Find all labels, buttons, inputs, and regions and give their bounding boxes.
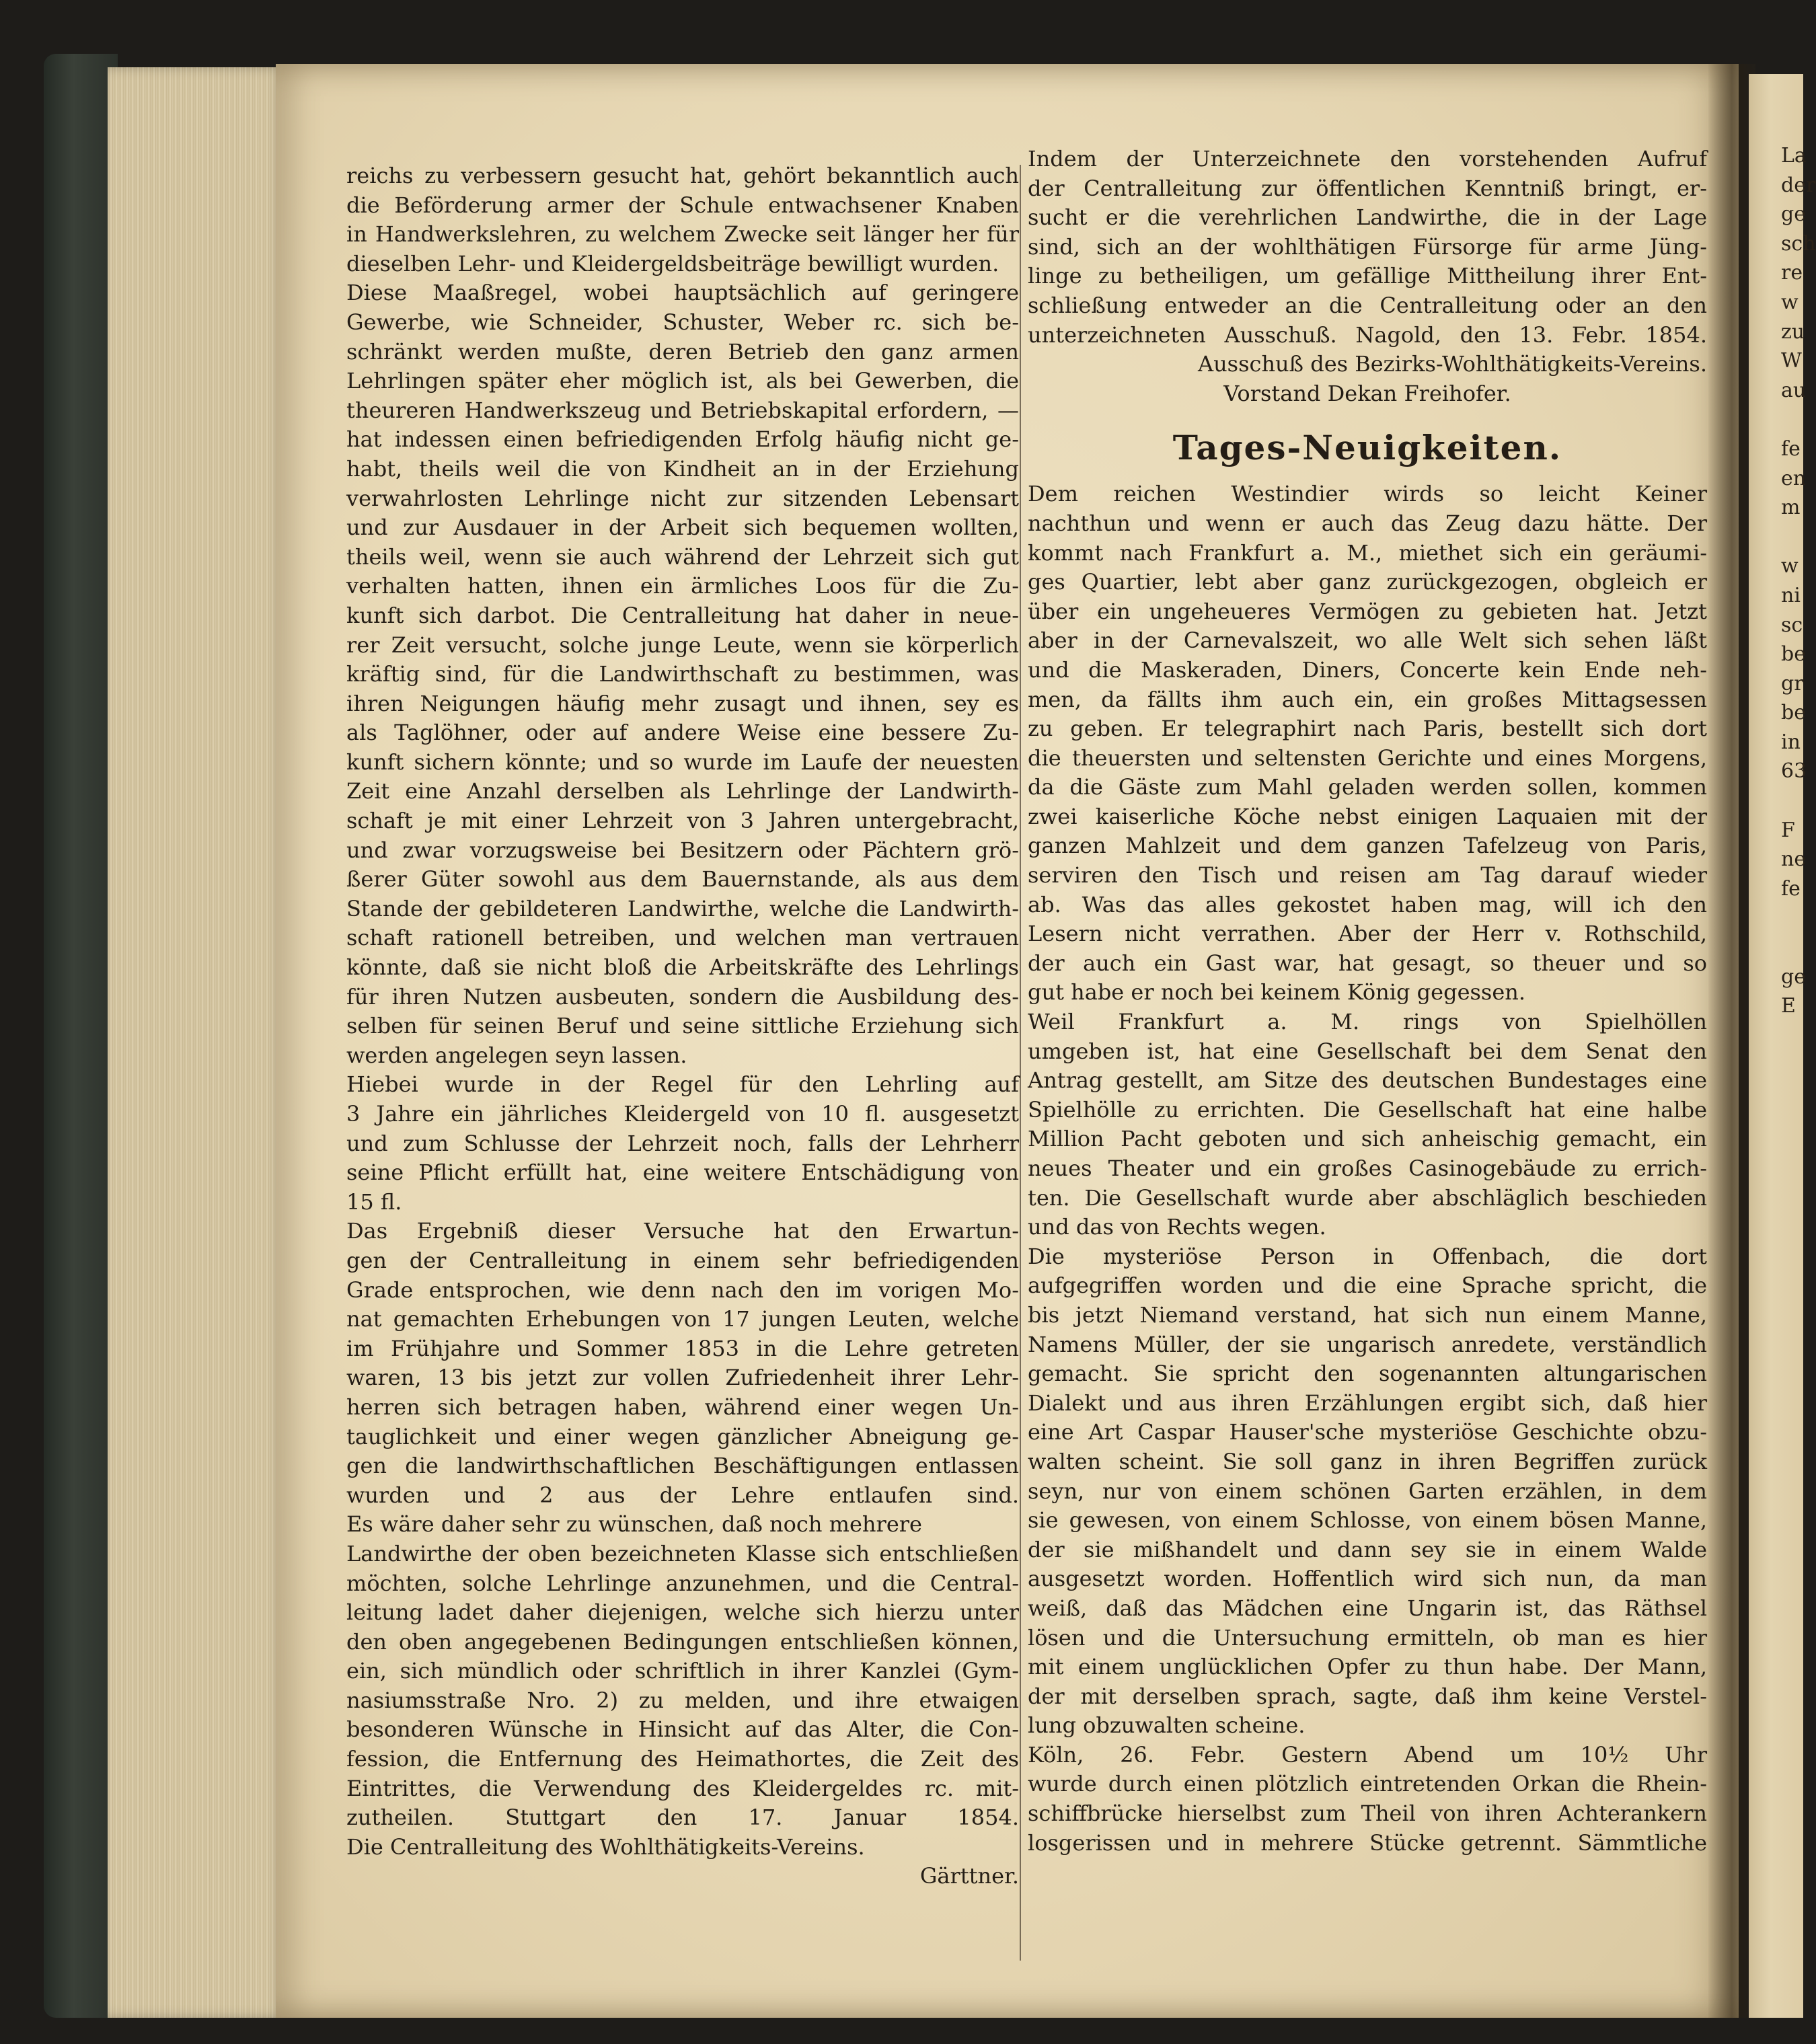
- text-line: wurde durch einen plötzlich eintretenden Orkan die Rhein-: [1028, 1771, 1707, 1797]
- text-line: Million Pacht geboten und sich anheischig gemacht, ein: [1028, 1126, 1707, 1152]
- next-page-fragment: sc: [1781, 613, 1803, 637]
- next-page-fragment: [1776, 786, 1803, 816]
- text-line: da die Gäste zum Mahl geladen werden sollen, kommen: [1028, 774, 1707, 800]
- page-block-edges: [108, 67, 286, 2018]
- next-page-fragment: der: [1781, 173, 1816, 197]
- text-line: waren, 13 bis jetzt zur vollen Zufriedenheit ihrer Lehr-: [346, 1365, 1019, 1391]
- text-line: habt, theils weil die von Kindheit an in der Erziehung: [346, 455, 1019, 482]
- next-page-fragment: F: [1781, 818, 1795, 842]
- book-cover-edge: [44, 54, 118, 2018]
- text-line: in Handwerkslehren, zu welchem Zwecke seit länger her für: [346, 221, 1019, 248]
- text-line: Antrag gestellt, am Sitze des deutschen Bundestages eine: [1028, 1067, 1707, 1094]
- nagold-notice: [1028, 145, 1707, 408]
- next-page-fragment: La: [1781, 144, 1807, 167]
- text-line: seine Pflicht erfüllt hat, eine weitere Entschädigung von: [346, 1160, 1019, 1186]
- text-line: der auch ein Gast war, hat gesagt, so theuer und so: [1028, 950, 1707, 976]
- text-line: theils weil, wenn sie auch während der Lehrzeit sich gut: [346, 543, 1019, 570]
- text-line: Weil Frankfurt a. M. rings von Spielhöllen: [1028, 1009, 1707, 1035]
- right-column: [1028, 145, 1707, 1858]
- next-page-fragment: in: [1781, 730, 1801, 754]
- text-line: ges Quartier, lebt aber ganz zurückgezogen, obgleich er: [1028, 569, 1707, 595]
- next-page-fragment: au: [1781, 378, 1807, 402]
- text-line: umgeben ist, hat eine Gesellschaft bei dem Senat den: [1028, 1038, 1707, 1064]
- text-line: 15 fl.: [346, 1188, 402, 1215]
- text-line: Namens Müller, der sie ungarisch anredete, verständlich: [1028, 1331, 1707, 1357]
- text-line: Gewerbe, wie Schneider, Schuster, Weber rc. sich be-: [346, 309, 1019, 335]
- text-line: Gärttner.: [919, 1863, 1019, 1889]
- text-line: Vorstand Dekan Freihofer.: [1223, 380, 1511, 406]
- next-page-fragment: gr: [1781, 671, 1804, 695]
- text-line: für ihren Nutzen ausbeuten, sondern die Ausbildung des-: [346, 983, 1019, 1010]
- text-line: bis jetzt Niemand verstand, hat sich nun einem Manne,: [1028, 1301, 1707, 1328]
- text-line: der mit derselben sprach, sagte, daß ihm keine Verstel-: [1028, 1683, 1707, 1709]
- text-line: schaft rationell betreiben, und welchen man vertrauen: [346, 925, 1019, 951]
- news-items: [1028, 480, 1707, 1858]
- text-line: könnte, daß sie nicht bloß die Arbeitskräfte des Lehrlings: [346, 954, 1019, 981]
- next-page-fragment: sch: [1781, 231, 1816, 256]
- text-line: Spielhölle zu errichten. Die Gesellschaft hat eine halbe: [1028, 1096, 1707, 1123]
- next-page-fragment: W: [1781, 349, 1802, 373]
- next-page-fragment: re: [1781, 261, 1803, 285]
- left-column-article: [346, 161, 1019, 1891]
- text-line: herren sich betragen haben, während einer wegen Un-: [346, 1394, 1019, 1420]
- text-line: tauglichkeit und einer wegen gänzlicher Abneigung ge-: [346, 1423, 1019, 1449]
- text-line: aber in der Carnevalszeit, wo alle Welt sich sehen läßt: [1028, 628, 1707, 654]
- text-line: zwei kaiserliche Köche nebst einigen Laquaien mit der: [1028, 803, 1707, 829]
- text-line: theureren Handwerkszeug und Betriebskapital erfordern, —: [346, 397, 1019, 423]
- text-line: der sie mißhandelt und dann sey sie in einem Walde: [1028, 1536, 1707, 1562]
- text-line: kunft sichern könnte; und so wurde im Laufe der neuesten: [346, 749, 1019, 775]
- text-line: kräftig sind, für die Landwirthschaft zu bestimmen, was: [346, 661, 1019, 687]
- next-page-fragment: zu: [1781, 319, 1805, 344]
- next-page-fragment: [1776, 933, 1803, 962]
- text-line: Eintrittes, die Verwendung des Kleidergeldes rc. mit-: [346, 1775, 1019, 1801]
- text-line: Die mysteriöse Person in Offenbach, die dort: [1028, 1243, 1707, 1269]
- next-page-fragment: ne: [1781, 847, 1807, 872]
- text-line: als Taglöhner, oder auf andere Weise eine bessere Zu-: [346, 720, 1019, 746]
- next-page-fragment: [1776, 405, 1803, 434]
- text-line: Landwirthe der oben bezeichneten Klasse sich entschließen: [346, 1540, 1019, 1566]
- next-page-fragment: [1776, 903, 1803, 933]
- text-line: im Frühjahre und Sommer 1853 in die Lehre getreten: [346, 1335, 1019, 1361]
- text-line: die theuersten und seltensten Gerichte und eines Morgens,: [1028, 745, 1707, 771]
- text-line: losgerissen und in mehrere Stücke getrennt. Sämmtliche: [1028, 1829, 1707, 1856]
- text-line: leitung ladet daher diejenigen, welche sich hierzu unter: [346, 1599, 1019, 1626]
- text-line: Grade entsprochen, wie denn nach den im vorigen Mo-: [346, 1277, 1019, 1303]
- text-line: schränkt werden mußte, deren Betrieb den ganz armen: [346, 338, 1019, 365]
- text-line: serviren den Tisch und reisen am Tag darauf wieder: [1028, 862, 1707, 888]
- text-line: der Centralleitung zur öffentlichen Kenntniß bringt, er-: [1028, 175, 1707, 201]
- text-line: und die Maskeraden, Diners, Concerte kein Ende neh-: [1028, 656, 1707, 683]
- text-line: ßerer Güter sowohl aus dem Bauernstande, als aus dem: [346, 866, 1019, 893]
- text-line: und das von Rechts wegen.: [1028, 1214, 1326, 1240]
- text-line: aufgegriffen worden und die eine Sprache spricht, die: [1028, 1273, 1707, 1299]
- text-line: lung obzuwalten scheine.: [1028, 1712, 1306, 1739]
- next-page-fragment: ge: [1781, 202, 1806, 227]
- next-page-fragment: 63: [1781, 759, 1807, 784]
- text-line: den oben angegebenen Bedingungen entschließen können,: [346, 1628, 1019, 1655]
- next-page-fragment: be: [1781, 701, 1806, 725]
- text-line: gen der Centralleitung in einem sehr befriedigenden: [346, 1247, 1019, 1273]
- text-line: zu geben. Er telegraphirt nach Paris, bestellt sich dort: [1028, 716, 1707, 742]
- text-line: ten. Die Gesellschaft wurde aber abschläglich beschieden: [1028, 1184, 1707, 1211]
- text-line: und zum Schlusse der Lehrzeit noch, falls der Lehrherr: [346, 1130, 1019, 1156]
- text-line: kommt nach Frankfurt a. M., miethet sich ein geräumi-: [1028, 539, 1707, 566]
- text-line: men, da fällts ihm auch ein, ein großes Mittagsessen: [1028, 686, 1707, 712]
- text-line: sucht er die verehrlichen Landwirthe, die in der Lage: [1028, 204, 1707, 231]
- text-line: unterzeichneten Ausschuß. Nagold, den 13. Febr. 1854.: [1028, 321, 1707, 348]
- text-line: schließung entweder an die Centralleitung oder an den: [1028, 292, 1707, 318]
- text-line: eine Art Caspar Hauser'sche mysteriöse Geschichte obzu-: [1028, 1419, 1707, 1445]
- next-page-fragment: ni: [1781, 583, 1801, 607]
- text-line: verhalten hatten, ihnen ein ärmliches Loos für die Zu-: [346, 573, 1019, 599]
- text-line: ihren Neigungen häufig mehr zusagt und ihnen, sey es: [346, 690, 1019, 716]
- next-page-fragment: E: [1781, 994, 1796, 1018]
- next-page-fragment: w: [1781, 290, 1799, 314]
- text-line: Lehrlingen später eher möglich ist, als bei Gewerben, die: [346, 368, 1019, 394]
- text-line: zutheilen. Stuttgart den 17. Januar 1854.: [346, 1805, 1019, 1831]
- text-line: sind, sich an der wohlthätigen Fürsorge für arme Jüng-: [1028, 233, 1707, 260]
- text-line: ein, sich mündlich oder schriftlich in ihrer Kanzlei (Gym-: [346, 1658, 1019, 1684]
- next-page-fragment: en: [1781, 466, 1807, 490]
- text-line: und zur Ausdauer in der Arbeit sich bequemen wollten,: [346, 515, 1019, 541]
- text-line: selben für seinen Beruf und seine sittliche Erziehung sich: [346, 1013, 1019, 1039]
- text-line: ab. Was das alles gekostet haben mag, will ich den: [1028, 891, 1707, 917]
- text-line: besonderen Wünsche in Hinsicht auf das Alter, die Con-: [346, 1716, 1019, 1743]
- text-line: Zeit eine Anzahl derselben als Lehrlinge der Landwirth-: [346, 778, 1019, 804]
- text-line: und zwar vorzugsweise bei Besitzern oder Pächtern grö-: [346, 837, 1019, 863]
- text-line: möchten, solche Lehrlinge anzunehmen, und die Central-: [346, 1570, 1019, 1596]
- text-line: Lesern nicht verrathen. Aber der Herr v. Rothschild,: [1028, 921, 1707, 947]
- text-line: dieselben Lehr- und Kleidergeldsbeiträge bewilligt wurden.: [346, 250, 999, 276]
- text-line: Dialekt und aus ihren Erzählungen ergibt sich, daß hier: [1028, 1390, 1707, 1416]
- text-line: rer Zeit versucht, solche junge Leute, wenn sie körperlich: [346, 632, 1019, 658]
- next-page-fragment: [1776, 523, 1803, 552]
- next-page-fragment: be: [1781, 642, 1806, 667]
- text-line: verwahrlosten Lehrlinge nicht zur sitzenden Lebensart: [346, 485, 1019, 511]
- text-line: reichs zu verbessern gesucht hat, gehört bekanntlich auch: [346, 163, 1019, 188]
- text-line: Dem reichen Westindier wirds so leicht Keiner: [1028, 481, 1707, 507]
- text-line: neues Theater und ein großes Casinogebäude zu errich-: [1028, 1156, 1707, 1181]
- text-line: gut habe er noch bei keinem König gegessen.: [1028, 979, 1526, 1006]
- text-line: schiffbrücke hierselbst zum Theil von ihren Achterankern: [1028, 1801, 1707, 1827]
- text-line: linge zu betheiligen, um gefällige Mittheilung ihrer Ent-: [1028, 263, 1707, 289]
- text-line: wurden und 2 aus der Lehre entlaufen sind.: [346, 1482, 1019, 1508]
- text-line: Es wäre daher sehr zu wünschen, daß noch mehrere: [346, 1511, 922, 1538]
- next-page-text-fragments: [1776, 141, 1816, 1021]
- text-line: gen die landwirthschaftlichen Beschäftigungen entlassen: [346, 1453, 1019, 1479]
- text-line: gemacht. Sie spricht den sogenannten altungarischen: [1028, 1361, 1707, 1387]
- text-line: weiß, daß das Mädchen eine Ungarin ist, das Räthsel: [1028, 1595, 1707, 1621]
- text-line: ganzen Mahlzeit und dem ganzen Tafelzeug von Paris,: [1028, 833, 1707, 859]
- text-line: kunft sich darbot. Die Centralleitung hat daher in neue-: [346, 602, 1019, 628]
- next-page-fragment: w: [1781, 554, 1799, 578]
- text-line: ausgesetzt worden. Hoffentlich wird sich nun, da man: [1028, 1566, 1707, 1592]
- next-page-fragment: m: [1781, 496, 1801, 520]
- text-line: sie gewesen, von einem Schlosse, von einem bösen Manne,: [1028, 1507, 1707, 1534]
- text-line: nat gemachten Erhebungen von 17 jungen Leuten, welche: [346, 1306, 1019, 1332]
- text-line: Diese Maaßregel, wobei hauptsächlich auf geringere: [346, 280, 1019, 306]
- text-line: Stande der gebildeteren Landwirthe, welche die Landwirth-: [346, 895, 1019, 921]
- text-line: Die Centralleitung des Wohlthätigkeits-Vereins.: [346, 1833, 865, 1860]
- text-line: die Beförderung armer der Schule entwachsener Knaben: [346, 192, 1019, 218]
- next-page-fragment: fe: [1781, 437, 1801, 461]
- text-line: schaft je mit einer Lehrzeit von 3 Jahren untergebracht,: [346, 808, 1019, 834]
- next-page-fragment: fe: [1781, 876, 1801, 901]
- text-line: nasiumsstraße Nro. 2) zu melden, und ihre etwaigen: [346, 1687, 1019, 1713]
- text-line: Köln, 26. Febr. Gestern Abend um 10½ Uhr: [1028, 1741, 1707, 1768]
- text-line: Hiebei wurde in der Regel für den Lehrling auf: [346, 1071, 1019, 1098]
- text-line: Indem der Unterzeichnete den vorstehenden Aufruf: [1028, 146, 1707, 172]
- next-page-fragment: ge: [1781, 964, 1806, 989]
- text-line: mit einem unglücklichen Opfer zu thun habe. Der Mann,: [1028, 1654, 1707, 1680]
- section-heading: Tages-Neuigkeiten.: [1172, 428, 1562, 468]
- text-line: über ein ungeheueres Vermögen zu gebieten hat. Jetzt: [1028, 598, 1707, 624]
- text-line: walten scheint. Sie soll ganz in ihren Begriffen zurück: [1028, 1448, 1707, 1474]
- text-line: werden angelegen seyn lassen.: [346, 1042, 687, 1068]
- text-line: Ausschuß des Bezirks-Wohlthätigkeits-Vereins.: [1197, 351, 1707, 377]
- text-line: lösen und die Untersuchung ermitteln, ob man es hier: [1028, 1624, 1707, 1651]
- text-line: Das Ergebniß dieser Versuche hat den Erwartun-: [346, 1218, 1019, 1244]
- text-line: nachthun und wenn er auch das Zeug dazu hätte. Der: [1028, 510, 1707, 536]
- text-line: seyn, nur von einem schönen Garten erzählen, in dem: [1028, 1478, 1707, 1504]
- text-line: 3 Jahre ein jährliches Kleidergeld von 10 fl. ausgesetzt: [346, 1101, 1019, 1127]
- text-line: fession, die Entfernung des Heimathortes, die Zeit des: [346, 1746, 1019, 1772]
- text-line: hat indessen einen befriedigenden Erfolg häufig nicht ge-: [346, 426, 1019, 453]
